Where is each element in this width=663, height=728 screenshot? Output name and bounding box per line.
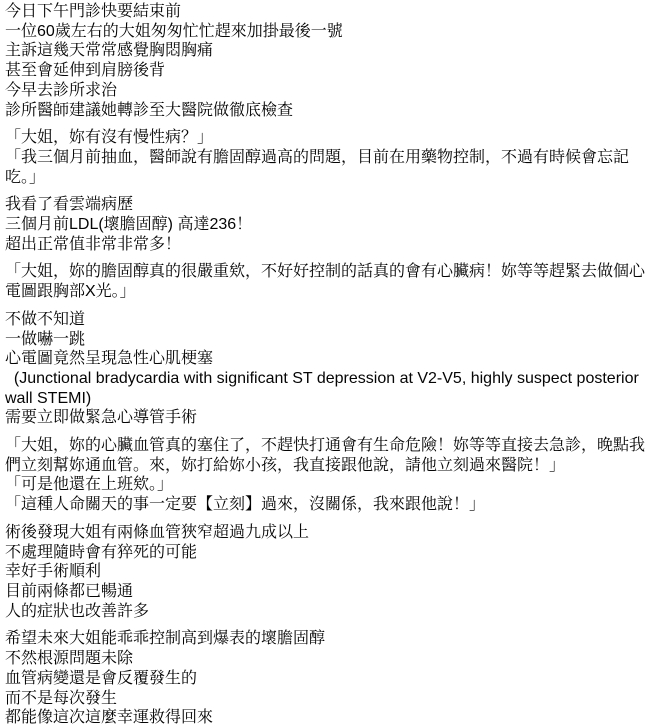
text-line: 今日下午門診快要結束前 — [5, 3, 182, 20]
paragraph — [5, 195, 657, 254]
text-line: 超出正常值非常非常多！ — [5, 235, 182, 253]
text-line: 都能像這次這麼幸運救得回來 — [5, 709, 214, 727]
paragraph — [5, 2, 657, 120]
text-line: 「這種人命關天的事一定要【立刻】過來，沒關係，我來跟他說！」 — [5, 496, 486, 514]
text-line: 不然根源問題未除 — [5, 650, 134, 668]
text-line: 幸好手術順利 — [5, 563, 102, 581]
text-line: 術後發現大姐有兩條血管狹窄超過九成以上 — [5, 523, 310, 541]
text-line: 心電圖竟然呈現急性心肌梗塞 — [5, 350, 214, 368]
text-line: 「大姐，妳的膽固醇真的很嚴重欸，不好好控制的話真的會有心臟病！妳等等趕緊去做個心電圖跟胸部X光。」 — [5, 263, 646, 301]
text-line: 甚至會延伸到肩膀後背 — [5, 62, 166, 80]
paragraph — [5, 523, 657, 622]
text-line: 今早去診所求治 — [5, 81, 118, 99]
paragraph — [5, 262, 657, 301]
text-line: 「大姐，妳有沒有慢性病？」 — [5, 129, 214, 147]
text-line: 一做嚇一跳 — [5, 330, 86, 348]
text-line: 目前兩條都已暢通 — [5, 582, 134, 600]
paragraph — [5, 436, 657, 515]
text-line: 人的症狀也改善許多 — [5, 602, 150, 620]
text-line: 我看了看雲端病歷 — [5, 196, 134, 214]
text-line: 「可是他還在上班欸。」 — [5, 476, 174, 494]
text-line: 血管病變還是會反覆發生的 — [5, 669, 198, 687]
text-line: 不處理隨時會有猝死的可能 — [5, 543, 198, 561]
text-line: 三個月前LDL(壞膽固醇) 高達236！ — [5, 216, 253, 234]
paragraph — [5, 128, 657, 187]
text-line: 一位60歲左右的大姐匆匆忙忙趕來加掛最後一號 — [5, 22, 343, 40]
text-line: 而不是每次發生 — [5, 689, 118, 707]
text-line: (Junctional bradycardia with significant ST depression at V2-V5, highly suspect posterior wall STEMI) — [5, 369, 644, 407]
text-line: 「我三個月前抽血，醫師說有膽固醇過高的問題，目前在用藥物控制，不過有時候會忘記吃。」 — [5, 148, 630, 186]
text-line: 主訴這幾天常常感覺胸悶胸痛 — [5, 42, 214, 60]
text-line: 診所醫師建議她轉診至大醫院做徹底檢查 — [5, 101, 294, 119]
text-line: 希望未來大姐能乖乖控制高到爆表的壞膽固醇 — [5, 630, 326, 648]
text-line: 「大姐，妳的心臟血管真的塞住了，不趕快打通會有生命危險！妳等等直接去急診，晚點我們立刻幫妳通血管。來，妳打給妳小孩，我直接跟他說，請他立刻過來醫院！」 — [5, 437, 646, 474]
paragraph — [5, 310, 657, 428]
text-line: 需要立即做緊急心導管手術 — [5, 409, 198, 427]
paragraph — [5, 629, 657, 728]
text-line: 不做不知道 — [5, 310, 86, 328]
